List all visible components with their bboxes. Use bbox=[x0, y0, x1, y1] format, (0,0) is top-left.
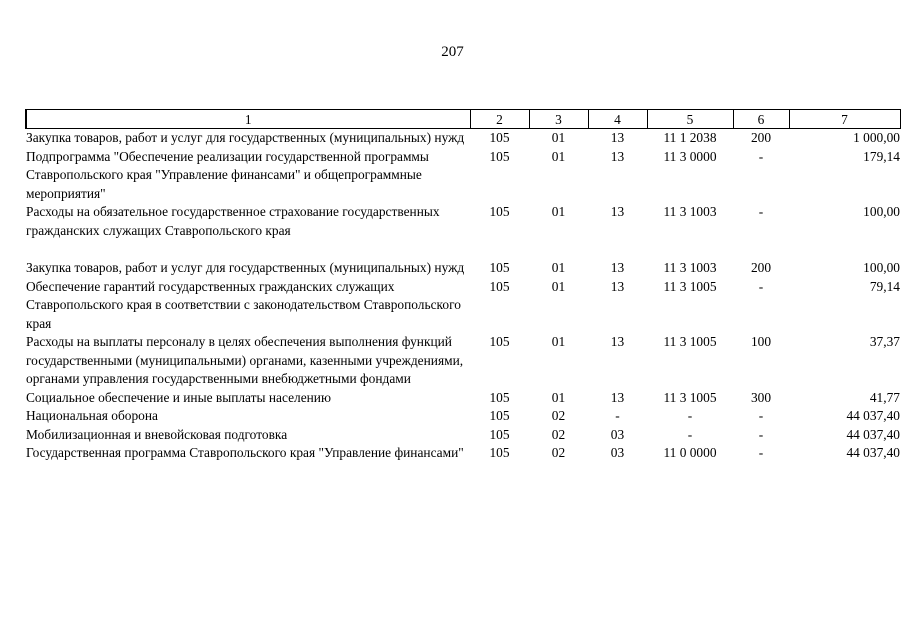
row-target: 11 3 0000 bbox=[663, 148, 717, 164]
header-cell-section: 3 bbox=[529, 110, 588, 129]
row-expense-type: 200 bbox=[750, 130, 772, 145]
row-amount: 100,00 bbox=[863, 204, 900, 219]
row-target: - bbox=[687, 408, 693, 423]
row-section: 01 bbox=[551, 130, 566, 145]
budget-table bbox=[25, 109, 901, 463]
page-number: 207 bbox=[441, 44, 464, 60]
row-ministry: 105 bbox=[489, 408, 510, 423]
row-target: 11 3 1005 bbox=[663, 278, 717, 294]
row-expense-type: - bbox=[758, 148, 764, 164]
row-ministry: 105 bbox=[489, 130, 510, 145]
row-subsection: 13 bbox=[610, 260, 625, 275]
row-amount: 41,77 bbox=[869, 389, 900, 405]
row-section: 01 bbox=[551, 260, 566, 275]
row-expense-type: 300 bbox=[750, 389, 772, 405]
row-name: Расходы на выплаты персоналу в целях обеспечения выполнения функций государственными (муниципальными) органами, казенными учреждениями, органами управления государственными внебюджетными фондами bbox=[26, 334, 464, 386]
row-name: Расходы на обязательное государственное страхование государственных гражданских служащих Ставропольского края bbox=[26, 204, 440, 238]
row-subsection: 13 bbox=[610, 334, 625, 349]
row-section: 01 bbox=[551, 389, 566, 405]
row-name: Социальное обеспечение и иные выплаты населению bbox=[26, 389, 331, 405]
row-expense-type: - bbox=[758, 445, 764, 460]
row-ministry: 105 bbox=[489, 260, 510, 275]
row-subsection: 13 bbox=[610, 389, 625, 405]
table-row bbox=[26, 426, 900, 445]
row-section: 01 bbox=[551, 204, 566, 219]
row-subsection: 03 bbox=[610, 426, 625, 442]
row-amount: 1 000,00 bbox=[853, 130, 900, 145]
row-ministry: 105 bbox=[489, 389, 510, 405]
row-target: - bbox=[687, 426, 693, 442]
row-subsection: 13 bbox=[610, 278, 625, 294]
table-row bbox=[26, 203, 900, 240]
table-row bbox=[26, 148, 900, 204]
table-row bbox=[26, 389, 900, 408]
row-expense-type: - bbox=[758, 426, 764, 442]
row-target: 11 3 1003 bbox=[663, 204, 717, 219]
row-section: 01 bbox=[551, 334, 566, 349]
row-subsection: - bbox=[615, 408, 620, 423]
row-ministry: 105 bbox=[489, 278, 510, 294]
row-subsection: 13 bbox=[610, 204, 625, 219]
row-amount: 79,14 bbox=[869, 278, 900, 294]
row-name: Обеспечение гарантий государственных гражданских служащих Ставропольского края в соответствии с законодательством Ставропольского края bbox=[26, 278, 461, 331]
row-subsection: 13 bbox=[610, 148, 625, 164]
header-cell-expense-type: 6 bbox=[733, 110, 789, 129]
row-name: Государственная программа Ставропольского края "Управление финансами" bbox=[26, 445, 464, 460]
row-name: Закупка товаров, работ и услуг для государственных (муниципальных) нужд bbox=[26, 260, 465, 275]
row-amount: 44 037,40 bbox=[846, 445, 900, 460]
header-cell-amount: 7 bbox=[789, 110, 900, 129]
row-amount: 37,37 bbox=[869, 334, 900, 349]
row-section: 02 bbox=[551, 426, 566, 442]
header-cell-ministry: 2 bbox=[470, 110, 529, 129]
table-row bbox=[26, 240, 900, 278]
row-target: 11 3 1005 bbox=[663, 334, 717, 349]
row-expense-type: - bbox=[758, 278, 764, 294]
row-expense-type: - bbox=[758, 204, 764, 219]
row-amount: 100,00 bbox=[863, 260, 900, 275]
row-ministry: 105 bbox=[489, 204, 510, 219]
header-cell-subsection: 4 bbox=[588, 110, 647, 129]
row-target: 11 3 1003 bbox=[663, 260, 717, 275]
row-target: 11 1 2038 bbox=[663, 130, 717, 145]
row-section: 02 bbox=[551, 445, 566, 460]
row-section: 01 bbox=[551, 148, 566, 164]
row-expense-type: - bbox=[758, 408, 764, 423]
table-row bbox=[26, 333, 900, 389]
row-subsection: 13 bbox=[610, 130, 625, 145]
row-section: 01 bbox=[551, 278, 566, 294]
row-target: 11 0 0000 bbox=[663, 445, 717, 460]
table-row bbox=[26, 278, 900, 334]
table-row bbox=[26, 444, 900, 463]
row-target: 11 3 1005 bbox=[663, 389, 717, 405]
row-amount: 44 037,40 bbox=[846, 426, 900, 442]
table-row bbox=[26, 129, 900, 148]
header-cell-target: 5 bbox=[647, 110, 733, 129]
row-section: 02 bbox=[551, 408, 566, 423]
row-subsection: 03 bbox=[610, 445, 625, 460]
row-amount: 44 037,40 bbox=[846, 408, 900, 423]
row-ministry: 105 bbox=[489, 445, 510, 460]
row-ministry: 105 bbox=[489, 334, 510, 349]
table-row bbox=[26, 407, 900, 426]
header-cell-name: 1 bbox=[26, 110, 470, 129]
row-amount: 179,14 bbox=[863, 148, 900, 164]
row-expense-type: 200 bbox=[750, 260, 772, 275]
row-ministry: 105 bbox=[489, 426, 510, 442]
row-name: Национальная оборона bbox=[26, 408, 158, 423]
row-ministry: 105 bbox=[489, 148, 510, 164]
row-name: Подпрограмма "Обеспечение реализации государственной программы Ставропольского края "Управление финансами" и общепрограммные мероприятия" bbox=[26, 148, 429, 201]
header-row bbox=[26, 110, 900, 129]
row-expense-type: 100 bbox=[750, 334, 772, 349]
row-name: Закупка товаров, работ и услуг для государственных (муниципальных) нужд bbox=[26, 130, 465, 145]
row-name: Мобилизационная и вневойсковая подготовка bbox=[26, 426, 288, 442]
